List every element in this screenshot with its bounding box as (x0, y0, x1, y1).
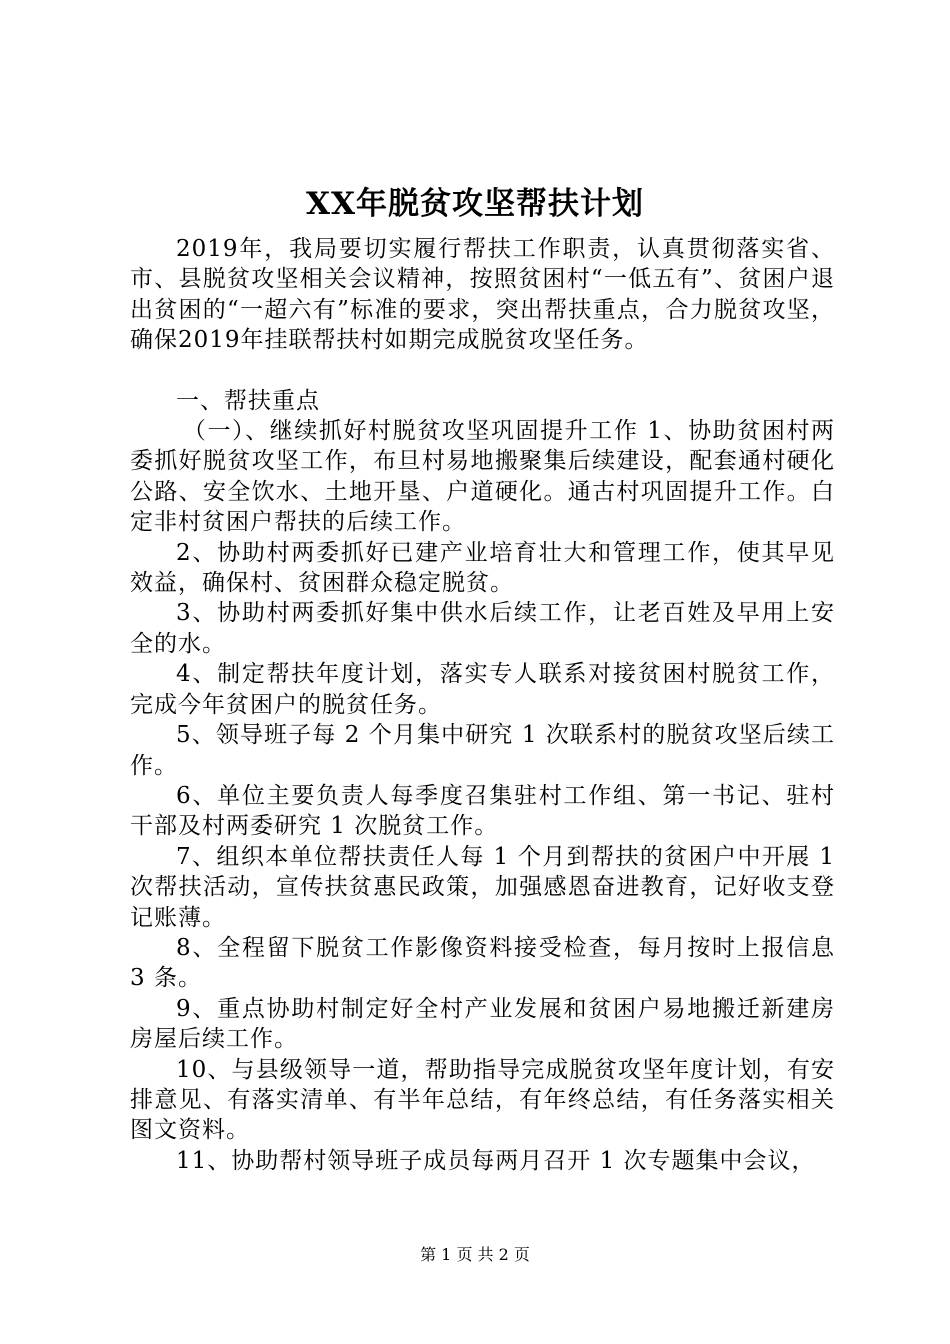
section-heading: 一、帮扶重点 (176, 387, 320, 414)
list-item-2: 2、协助村两委抓好已建产业培育壮大和管理工作，使其早见效益，确保村、贫困群众稳定脱贫。 (130, 539, 835, 597)
list-item-5: 5、领导班子每 2 个月集中研究 1 次联系村的脱贫攻坚后续工作。 (130, 722, 835, 779)
paragraph-spacer (130, 356, 835, 386)
list-item-4: 4、制定帮扶年度计划，落实专人联系对接贫困村脱贫工作，完成今年贫困户的脱贫任务。 (130, 661, 835, 718)
intro-paragraph: 2019年，我局要切实履行帮扶工作职责，认真贯彻落实省、市、县脱贫攻坚相关会议精神，按照贫困村“一低五有”、贫困户退出贫困的“一超六有”标准的要求，突出帮扶重点，合力脱贫攻坚，确保2019年挂联帮扶村如期完成脱贫攻坚任务。 (130, 236, 835, 354)
list-item-3: 3、协助村两委抓好集中供水后续工作，让老百姓及早用上安全的水。 (130, 600, 835, 657)
page-footer: 第 1 页 共 2 页 (420, 1245, 530, 1264)
subsection-paragraph: （一）、继续抓好村脱贫攻坚巩固提升工作 1、协助贫困村两委抓好脱贫攻坚工作，布旦村易地搬聚集后续建设，配套通村硬化公路、安全饮水、土地开垦、户道硬化。通古村巩固提升工作。白定非村贫困户帮扶的后续工作。 (130, 418, 835, 536)
list-item-11: 11、协助帮村领导班子成员每两月召开 1 次专题集中会议， (176, 1147, 816, 1174)
list-item-8: 8、全程留下脱贫工作影像资料接受检查，每月按时上报信息 3 条。 (130, 934, 835, 992)
list-item-6: 6、单位主要负责人每季度召集驻村工作组、第一书记、驻村干部及村两委研究 1 次脱贫工作。 (130, 782, 835, 840)
list-item-7: 7、组织本单位帮扶责任人每 1 个月到帮扶的贫困户中开展 1 次帮扶活动，宣传扶贫惠民政策，加强感恩奋进教育，记好收支登记账薄。 (130, 843, 835, 931)
document-body (130, 234, 835, 1176)
list-item-10: 10、与县级领导一道，帮助指导完成脱贫攻坚年度计划，有安排意见、有落实清单、有半年总结，有年终总结，有任务落实相关图文资料。 (130, 1056, 835, 1144)
document-title: XX年脱贫攻坚帮扶计划 (305, 186, 645, 222)
list-item-9: 9、重点协助村制定好全村产业发展和贫困户易地搬迁新建房房屋后续工作。 (130, 995, 835, 1053)
